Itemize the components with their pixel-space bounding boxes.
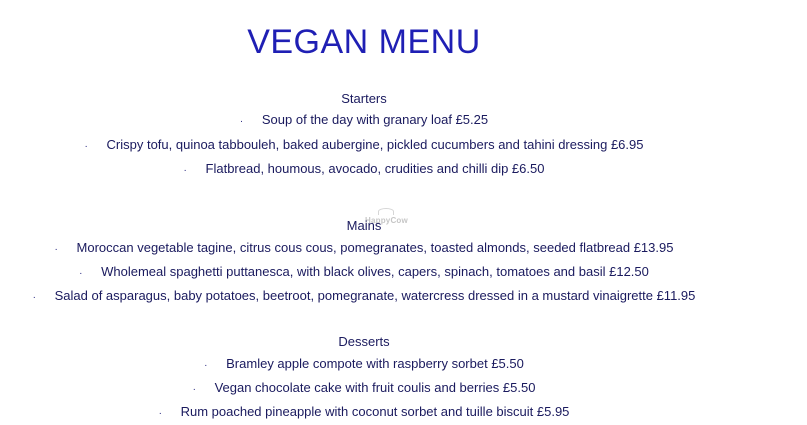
menu-item-text: Moroccan vegetable tagine, citrus cous cous, pomegranates, toasted almonds, seeded flatbread £13.95 — [76, 240, 674, 255]
bullet-icon: · — [54, 244, 58, 255]
section-heading-mains: Mains — [346, 218, 382, 233]
menu-item — [0, 356, 728, 371]
bullet-icon: · — [32, 292, 36, 303]
menu-item-text: Soup of the day with granary loaf £5.25 — [261, 112, 489, 127]
cropped-text-remnant — [20, 0, 520, 2]
menu-item — [0, 112, 728, 127]
bullet-icon: · — [183, 165, 187, 176]
watermark-text: HappyCow — [365, 216, 408, 225]
menu-item-text: Wholemeal spaghetti puttanesca, with black olives, capers, spinach, tomatoes and basil £12.50 — [101, 264, 649, 279]
menu-item — [0, 161, 728, 176]
menu-item-text: Bramley apple compote with raspberry sorbet £5.50 — [226, 356, 524, 371]
menu-item — [0, 380, 728, 395]
menu-item-text: Flatbread, houmous, avocado, crudities and chilli dip £6.50 — [205, 161, 545, 176]
cow-logo-icon — [378, 208, 394, 215]
menu-item — [0, 404, 728, 419]
menu-item-text: Vegan chocolate cake with fruit coulis and berries £5.50 — [214, 380, 536, 395]
bullet-icon: · — [79, 268, 83, 279]
bullet-icon: · — [204, 360, 208, 371]
section-heading-starters: Starters — [341, 91, 387, 106]
bullet-icon: · — [158, 408, 162, 419]
menu-item — [0, 264, 728, 279]
bullet-icon: · — [192, 384, 196, 395]
menu-title: VEGAN MENU — [247, 23, 481, 61]
menu-item-text: Salad of asparagus, baby potatoes, beetroot, pomegranate, watercress dressed in a mustard vinaigrette £11.95 — [54, 288, 696, 303]
menu-item — [0, 137, 728, 152]
bullet-icon: · — [239, 116, 244, 127]
menu-item — [0, 240, 728, 255]
section-heading-desserts: Desserts — [338, 334, 390, 349]
menu-item-text: Rum poached pineapple with coconut sorbet and tuille biscuit £5.95 — [180, 404, 570, 419]
bullet-icon: · — [84, 141, 88, 152]
menu-item-text: Crispy tofu, quinoa tabbouleh, baked aubergine, pickled cucumbers and tahini dressing £6.95 — [106, 137, 644, 152]
menu-item — [0, 288, 728, 303]
